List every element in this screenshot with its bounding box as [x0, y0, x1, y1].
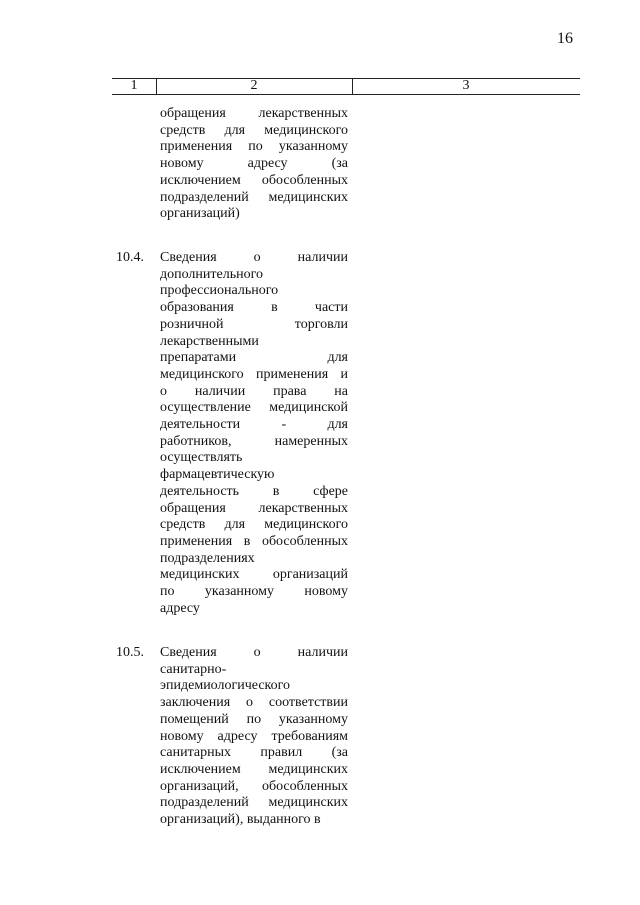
text-line: образования в части: [160, 300, 348, 316]
text-line: применения в обособленных: [160, 533, 348, 549]
text-line: фармацевтическую: [160, 467, 275, 483]
column-number-2: 2: [250, 78, 258, 93]
text-line: подразделений медицинских: [160, 189, 348, 205]
text-line: организаций), выданного в: [160, 812, 321, 828]
text-line: медицинских организаций: [160, 567, 348, 583]
text-line: применения по указанному: [160, 139, 348, 155]
text-line: санитарно-: [160, 661, 227, 677]
text-line: Сведения о наличии: [160, 645, 348, 660]
text-line: работников, намеренных: [160, 433, 348, 449]
text-line: лекарственными: [160, 333, 259, 349]
item-text: [160, 645, 348, 829]
text-line: адресу: [160, 600, 200, 616]
text-line: помещений по указанному: [160, 711, 348, 727]
text-line: деятельности - для: [160, 417, 348, 433]
text-line: препаратами для: [160, 350, 348, 366]
text-line: средств для медицинского: [160, 517, 348, 533]
page-number: 16: [557, 30, 573, 47]
text-line: обращения лекарственных: [160, 500, 348, 516]
header-bottom-rule: [112, 94, 580, 95]
text-line: дополнительного: [160, 266, 263, 282]
text-line: розничной торговли: [160, 316, 348, 332]
text-line: санитарных правил (за: [160, 745, 348, 761]
text-line: новому адресу требованиям: [160, 728, 348, 744]
item-index: 10.4.: [116, 250, 144, 265]
item-index: 10.5.: [116, 645, 144, 660]
column-number-3: 3: [462, 78, 470, 93]
text-line: по указанному новому: [160, 584, 348, 600]
text-line: профессионального: [160, 283, 279, 299]
text-line: подразделениях: [160, 550, 255, 566]
text-line: средств для медицинского: [160, 122, 348, 138]
column-number-1: 1: [130, 78, 138, 93]
table-column-header: [112, 78, 580, 94]
item-text: [160, 250, 348, 617]
text-line: подразделений медицинских: [160, 795, 348, 811]
text-line: медицинского применения и: [160, 366, 348, 382]
text-line: обращения лекарственных: [160, 106, 348, 121]
text-line: организаций, обособленных: [160, 778, 348, 794]
text-line: о наличии права на: [160, 383, 348, 399]
text-line: деятельность в сфере: [160, 483, 348, 499]
text-line: исключением медицинских: [160, 761, 348, 777]
text-line: Сведения о наличии: [160, 250, 348, 265]
text-line: эпидемиологического: [160, 678, 291, 694]
text-line: осуществлять: [160, 450, 243, 466]
text-line: осуществление медицинской: [160, 400, 348, 416]
item-text: [160, 106, 348, 223]
text-line: исключением обособленных: [160, 172, 348, 188]
text-line: заключения о соответствии: [160, 695, 348, 711]
text-line: новому адресу (за: [160, 156, 348, 172]
text-line: организаций): [160, 206, 240, 222]
